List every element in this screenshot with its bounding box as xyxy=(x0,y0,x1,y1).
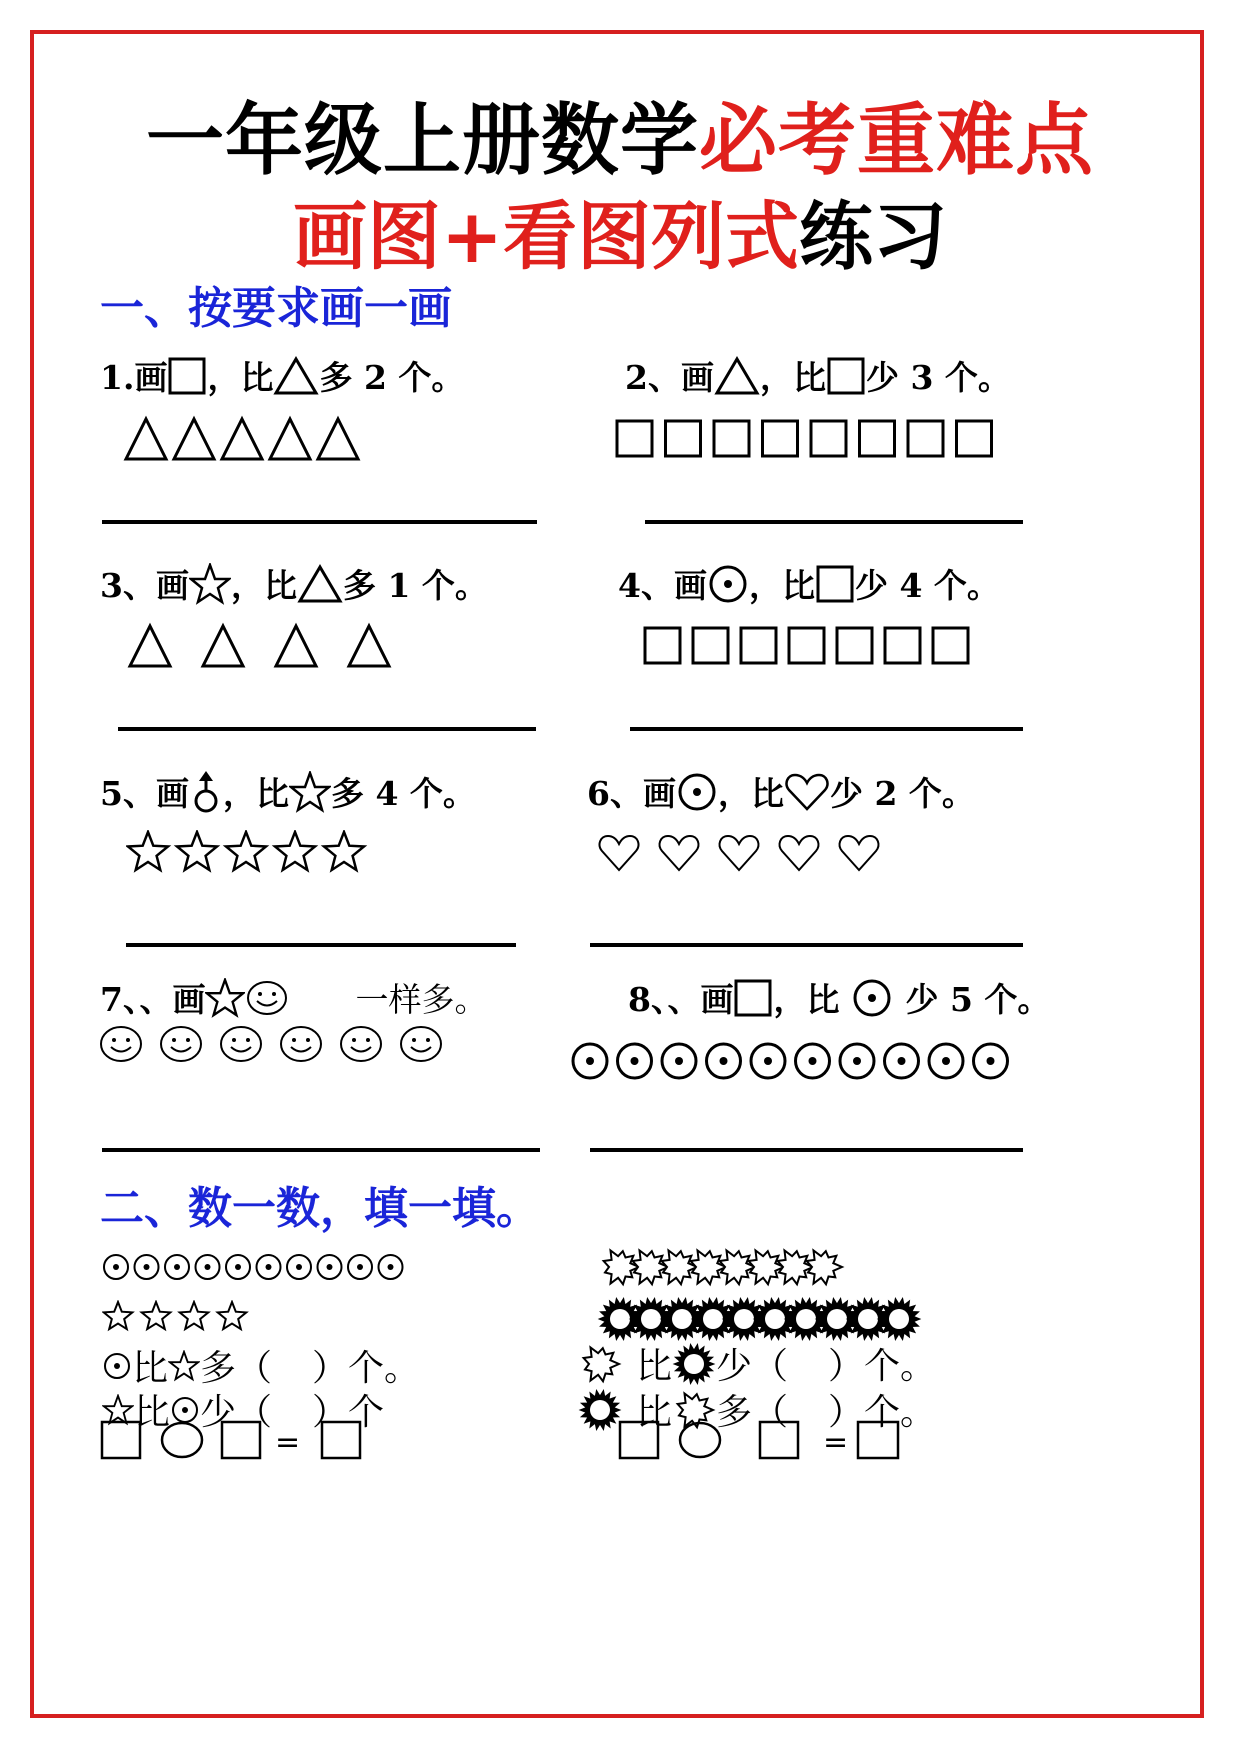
heart-shape xyxy=(600,836,639,870)
dot-circle-shape xyxy=(662,1044,696,1078)
left-stars xyxy=(102,1300,252,1334)
dot-circle-shape xyxy=(974,1044,1008,1078)
q8-dot-circles xyxy=(570,1040,1010,1082)
square-shape xyxy=(885,628,920,663)
burst-shape xyxy=(807,1251,842,1285)
eq-box-1 xyxy=(620,1422,658,1458)
burst-shape xyxy=(749,1251,784,1285)
q5-mid: ，比 xyxy=(222,774,289,813)
dot-circle-shape xyxy=(929,1044,963,1078)
eq-sign: = xyxy=(275,1425,301,1460)
title-line-2 xyxy=(0,178,1240,284)
q5-answer-line xyxy=(126,943,516,947)
r2-end: ）个。 xyxy=(828,1392,937,1433)
eq-circle xyxy=(162,1423,202,1457)
star-icon xyxy=(289,771,331,813)
q4-answer-line xyxy=(630,727,1023,731)
title-2-black: 练习 xyxy=(799,194,947,280)
square-shape xyxy=(837,628,872,663)
q1-mid: ，比 xyxy=(207,358,274,397)
smiley-icon xyxy=(245,978,289,1018)
burst-shape xyxy=(662,1251,697,1285)
sun-icon xyxy=(672,1342,716,1386)
triangle-shape xyxy=(349,626,389,666)
heart-shape xyxy=(660,836,699,870)
triangle-shape xyxy=(222,419,262,459)
q2-suffix: 少 3 个。 xyxy=(865,358,1011,397)
l2-shao: 少（ xyxy=(200,1392,273,1433)
square-icon xyxy=(826,356,866,396)
r2-bi: 比 xyxy=(636,1392,673,1433)
question-1 xyxy=(100,352,464,399)
triangle-icon xyxy=(297,564,343,604)
star-icon xyxy=(189,563,231,605)
triangle-icon xyxy=(273,356,319,396)
dot-circle-shape xyxy=(840,1044,874,1078)
star-shape xyxy=(226,832,266,870)
r1-shao: 少（ xyxy=(716,1346,789,1387)
l2-end: ）个 xyxy=(312,1392,385,1433)
triangle-shape xyxy=(126,419,166,459)
square-shape xyxy=(763,421,798,456)
left-equation xyxy=(100,1420,370,1462)
q6-suffix: 少 2 个。 xyxy=(829,774,975,813)
q3-mid: ，比 xyxy=(230,566,297,605)
l1-bi: 比 xyxy=(132,1348,169,1389)
dot-circle-shape xyxy=(196,1255,220,1279)
smiley-shape xyxy=(281,1027,321,1061)
q7-answer-line xyxy=(102,1148,540,1152)
heart-shape xyxy=(840,836,879,870)
dot-circle-shape xyxy=(379,1255,403,1279)
triangle-shape xyxy=(174,419,214,459)
star-shape xyxy=(128,832,168,870)
burst-shape xyxy=(633,1251,668,1285)
q4-suffix: 少 4 个。 xyxy=(854,566,1000,605)
square-shape xyxy=(693,628,728,663)
dot-circle-shape xyxy=(885,1044,919,1078)
q6-mid: ，比 xyxy=(717,774,784,813)
dot-circle-shape xyxy=(618,1044,652,1078)
l1-duo: 多（ xyxy=(200,1348,273,1389)
q1-suffix: 多 2 个。 xyxy=(319,358,465,397)
q8-suffix: 少 5 个。 xyxy=(905,980,1051,1019)
r1-end: ）个。 xyxy=(828,1346,937,1387)
q4-squares xyxy=(642,625,982,667)
title-2-red: 画图+看图列式 xyxy=(292,194,799,280)
square-shape xyxy=(645,628,680,663)
eq-box-3 xyxy=(322,1422,360,1458)
question-4 xyxy=(618,560,1000,607)
triangle-shape xyxy=(130,626,170,666)
dot-circle-shape xyxy=(165,1255,189,1279)
dot-circle-shape xyxy=(104,1255,128,1279)
q4-prefix: 4、画 xyxy=(618,566,707,605)
square-shape xyxy=(666,421,701,456)
q3-suffix: 多 1 个。 xyxy=(342,566,488,605)
square-shape xyxy=(789,628,824,663)
q8-prefix: 8、、画 xyxy=(628,980,734,1019)
square-shape xyxy=(957,421,992,456)
square-shape xyxy=(908,421,943,456)
star-shape xyxy=(218,1302,247,1329)
q2-answer-line xyxy=(645,520,1023,524)
q6-prefix: 6、画 xyxy=(587,774,676,813)
right-equation xyxy=(618,1420,908,1462)
burst-icon xyxy=(578,1344,622,1384)
dot-circle-icon xyxy=(707,563,749,605)
square-icon xyxy=(815,564,855,604)
q3-triangles xyxy=(126,622,396,670)
heart-icon xyxy=(784,772,830,812)
dot-circle-shape xyxy=(135,1255,159,1279)
q4-mid: ，比 xyxy=(748,566,815,605)
dot-circle-shape xyxy=(287,1255,311,1279)
burst-shape xyxy=(604,1251,639,1285)
question-5 xyxy=(100,768,476,815)
star-shape xyxy=(142,1302,171,1329)
q6-hearts xyxy=(596,832,896,874)
smiley-shape xyxy=(101,1027,141,1061)
eq-circle xyxy=(680,1423,720,1457)
title-line-1 xyxy=(0,78,1240,190)
r2-duo: 多（ xyxy=(716,1392,789,1433)
eq-box-1 xyxy=(102,1422,140,1458)
dot-circle-shape xyxy=(226,1255,250,1279)
dot-circle-shape xyxy=(573,1044,607,1078)
q7-suffix: 一样多。 xyxy=(355,980,488,1019)
q5-prefix: 5、画 xyxy=(100,774,189,813)
eq-box-2 xyxy=(222,1422,260,1458)
left-dot-circles xyxy=(102,1252,417,1282)
question-7 xyxy=(100,974,487,1021)
heart-shape xyxy=(780,836,819,870)
question-8 xyxy=(628,974,1050,1021)
square-shape xyxy=(741,628,776,663)
section-1-heading: 一、按要求画一画 xyxy=(100,283,452,334)
q1-triangles xyxy=(122,415,372,463)
dot-circle-shape xyxy=(707,1044,741,1078)
dot-circle-shape xyxy=(318,1255,342,1279)
star-icon xyxy=(168,1350,200,1382)
q3-answer-line xyxy=(118,727,536,731)
triangle-shape xyxy=(276,626,316,666)
sun-icon xyxy=(578,1388,622,1432)
right-suns xyxy=(596,1296,926,1342)
q7-smileys xyxy=(98,1022,448,1066)
title-1-black: 一年级上册数学 xyxy=(145,96,699,186)
l1-end: ）个。 xyxy=(312,1348,421,1389)
smiley-shape xyxy=(161,1027,201,1061)
q8-mid: ，比 xyxy=(773,980,840,1019)
triangle-shape xyxy=(203,626,243,666)
q6-answer-line xyxy=(590,943,1023,947)
star-icon xyxy=(205,978,245,1018)
star-shape xyxy=(180,1302,209,1329)
q3-prefix: 3、画 xyxy=(100,566,189,605)
square-shape xyxy=(714,421,749,456)
triangle-shape xyxy=(270,419,310,459)
title-1-red: 必考重难点 xyxy=(699,96,1095,186)
dot-circle-icon xyxy=(676,771,718,813)
square-shape xyxy=(617,421,652,456)
question-6 xyxy=(587,768,975,815)
burst-shape xyxy=(691,1251,726,1285)
square-icon xyxy=(167,356,207,396)
q1-prefix: 1.画 xyxy=(100,358,168,397)
q2-prefix: 2、画 xyxy=(625,358,714,397)
square-icon xyxy=(733,978,773,1018)
l2-bi: 比 xyxy=(134,1392,171,1433)
q8-answer-line xyxy=(590,1148,1023,1152)
q5-suffix: 多 4 个。 xyxy=(330,774,476,813)
q7-prefix: 7、、画 xyxy=(100,980,206,1019)
star-shape xyxy=(275,832,315,870)
smiley-shape xyxy=(341,1027,381,1061)
right-compare-1 xyxy=(578,1338,936,1389)
question-2 xyxy=(625,352,1011,399)
burst-shape xyxy=(778,1251,813,1285)
square-shape xyxy=(933,628,968,663)
q1-answer-line xyxy=(102,520,537,524)
burst-shape xyxy=(720,1251,755,1285)
smiley-shape xyxy=(221,1027,261,1061)
star-shape xyxy=(177,832,217,870)
eq-box-3 xyxy=(858,1422,898,1458)
triangle-shape xyxy=(318,419,358,459)
smiley-shape xyxy=(401,1027,441,1061)
dot-circle-icon xyxy=(102,1351,132,1381)
eq-sign: = xyxy=(823,1425,849,1460)
dot-circle-shape xyxy=(751,1044,785,1078)
heart-shape xyxy=(720,836,759,870)
right-bursts xyxy=(598,1245,848,1289)
eq-box-2 xyxy=(760,1422,798,1458)
dot-circle-shape xyxy=(257,1255,281,1279)
r1-bi: 比 xyxy=(636,1346,673,1387)
q2-squares xyxy=(614,418,1004,460)
balloon-icon xyxy=(189,769,223,815)
q2-mid: ，比 xyxy=(759,358,826,397)
star-shape xyxy=(324,832,364,870)
triangle-icon xyxy=(714,356,760,396)
square-shape xyxy=(811,421,846,456)
section-2-heading: 二、数一数，填一填。 xyxy=(100,1183,540,1234)
dot-circle-shape xyxy=(348,1255,372,1279)
dot-circle-shape xyxy=(796,1044,830,1078)
q5-stars xyxy=(126,830,376,876)
square-shape xyxy=(860,421,895,456)
star-shape xyxy=(104,1302,133,1329)
dot-circle-icon xyxy=(849,977,895,1019)
question-3 xyxy=(100,560,488,607)
